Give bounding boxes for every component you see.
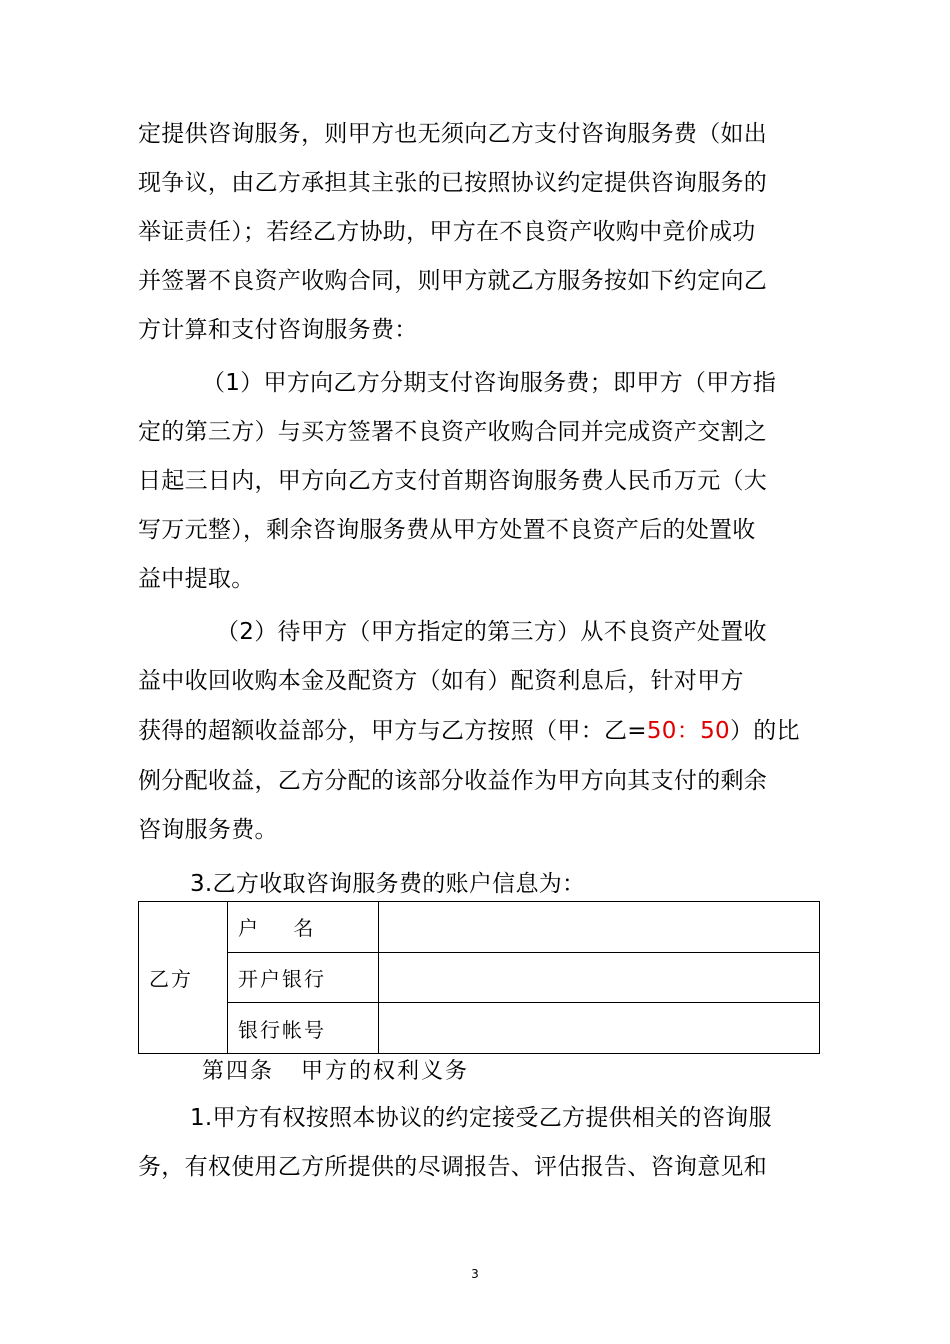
clause-2-line-5: 咨询服务费。: [138, 817, 278, 843]
bank-name-value[interactable]: [379, 952, 820, 1003]
account-info-intro: 3.乙方收取咨询服务费的账户信息为：: [190, 871, 586, 897]
account-number-value[interactable]: [379, 1003, 820, 1054]
account-info-table: [138, 901, 820, 1054]
article-four-line-1: 1.甲方有权按照本协议的约定接受乙方提供相关的咨询服: [190, 1105, 772, 1131]
clause-1-line-2: 定的第三方）与买方签署不良资产收购合同并完成资产交割之: [138, 419, 768, 445]
body-line-2: 现争议，由乙方承担其主张的已按照协议约定提供咨询服务的: [138, 170, 768, 196]
account-name-label: 户 名: [228, 902, 379, 953]
table-row: [139, 952, 820, 1003]
clause-2-line-1: （2）待甲方（甲方指定的第三方）从不良资产处置收: [216, 619, 767, 645]
clause-1-line-1: （1）甲方向乙方分期支付咨询服务费；即甲方（甲方指: [202, 370, 777, 396]
bank-name-label: 开户银行: [228, 952, 379, 1003]
clause-2-line-2: 益中收回收购本金及配资方（如有）配资利息后，针对甲方: [138, 668, 744, 694]
ratio-a: 50: [646, 718, 677, 744]
ratio-line-before: 获得的超额收益部分，甲方与乙方按照（甲：乙=: [138, 718, 647, 744]
table-row: [139, 902, 820, 953]
page-number: 3: [471, 1267, 479, 1281]
article-four-heading: 第四条 甲方的权利义务: [202, 1059, 469, 1084]
body-line-5: 方计算和支付咨询服务费：: [138, 317, 418, 343]
clause-1-line-3: 日起三日内，甲方向乙方支付首期咨询服务费人民币万元（大: [138, 468, 768, 494]
table-row: [139, 1003, 820, 1054]
clause-1-line-5: 益中提取。: [138, 566, 255, 592]
body-line-3: 举证责任）；若经乙方协助，甲方在不良资产收购中竞价成功: [138, 219, 756, 245]
ratio-line: [138, 716, 800, 746]
account-name-value[interactable]: [379, 902, 820, 953]
ratio-b: 50: [700, 718, 730, 744]
body-line-4: 并签署不良资产收购合同，则甲方就乙方服务按如下约定向乙: [138, 268, 768, 294]
body-line-1: 定提供咨询服务，则甲方也无须向乙方支付咨询服务费（如出: [138, 121, 768, 147]
ratio-separator: ：: [676, 718, 701, 744]
ratio-line-after: ）的比: [729, 718, 800, 744]
clause-1-line-4: 写万元整），剩余咨询服务费从甲方处置不良资产后的处置收: [138, 517, 756, 543]
party-cell: 乙方: [139, 902, 228, 1054]
article-four-line-2: 务，有权使用乙方所提供的尽调报告、评估报告、咨询意见和: [138, 1154, 768, 1180]
account-number-label: 银行帐号: [228, 1003, 379, 1054]
clause-2-line-4: 例分配收益，乙方分配的该部分收益作为甲方向其支付的剩余: [138, 768, 768, 794]
